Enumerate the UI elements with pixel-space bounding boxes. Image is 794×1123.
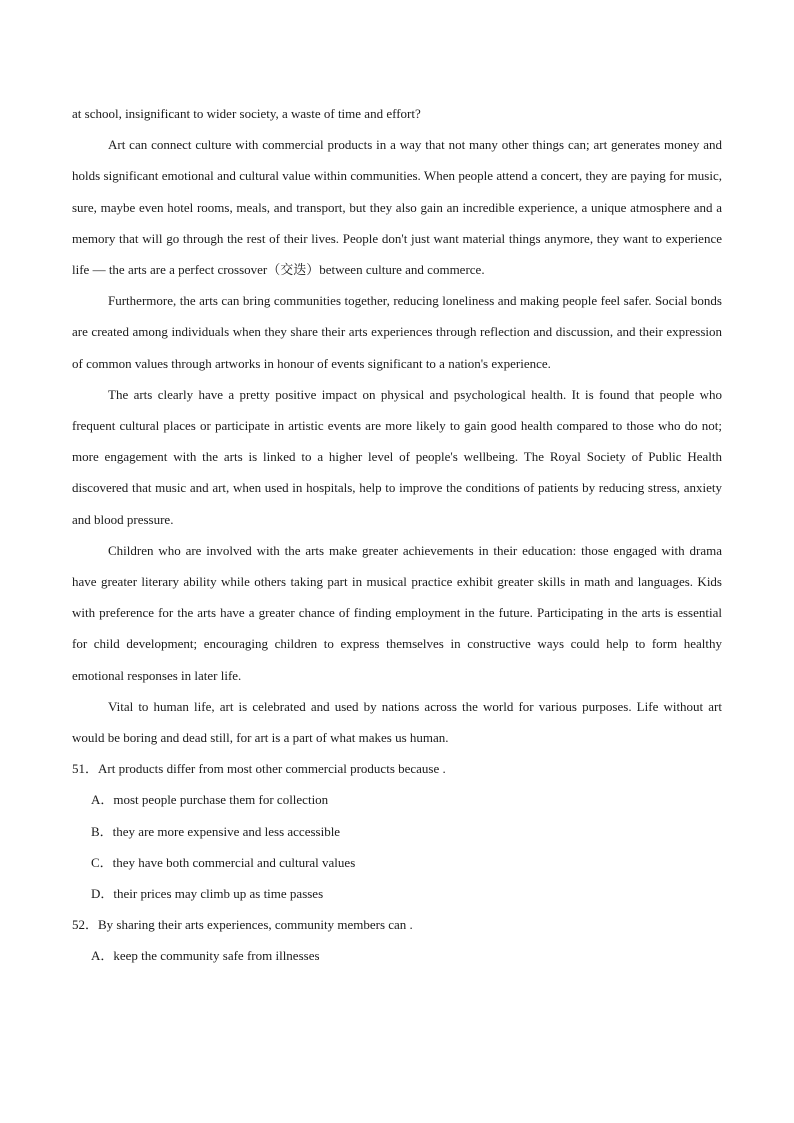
answer-option-b: B．they are more expensive and less accessible <box>91 823 341 839</box>
passage-paragraph-4: Children who are involved with the arts make greater achievements in their education: those engaged with drama have greater literary ability while others taking part in musical practice exhibit greater skills in math and languages. Kids with preference for the arts have a greater chance of finding employment in the future. Participating in the arts is essential for child development; encouraging children to express themselves in constructive ways could help to form healthy emotional responses in later life. <box>72 542 722 683</box>
document-page <box>72 98 722 972</box>
passage-paragraph-1: Art can connect culture with commercial products in a way that not many other things can; art generates money and holds significant emotional and cultural value within communities. When people attend a concert, they are paying for music, sure, maybe even hotel rooms, meals, and transport, but they also gain an incredible experience, a unique atmosphere and a memory that will go through the rest of their lives. People don't just want material things anymore, they want to experience life — the arts are a perfect crossover（交迭）between culture and commerce. <box>72 137 722 278</box>
answer-option-c: C．they have both commercial and cultural values <box>91 854 356 870</box>
question-stem: 52．By sharing their arts experiences, community members can . <box>72 917 413 933</box>
passage-opening-line: at school, insignificant to wider society, a waste of time and effort? <box>72 106 421 121</box>
question-51 <box>72 753 722 909</box>
answer-option-d: D．their prices may climb up as time passes <box>91 886 324 902</box>
answer-option-a: A．keep the community safe from illnesses <box>91 948 320 964</box>
answer-option-a: A．most people purchase them for collection <box>91 792 329 808</box>
question-stem: 51．Art products differ from most other commercial products because . <box>72 761 446 777</box>
passage-paragraph-5: Vital to human life, art is celebrated and used by nations across the world for various purposes. Life without art would be boring and dead still, for art is a part of what makes us human. <box>72 698 722 746</box>
passage-paragraph-3: The arts clearly have a pretty positive impact on physical and psychological health. It is found that people who frequent cultural places or participate in artistic events are more likely to gain good health compared to those who do not; more engagement with the arts is linked to a higher level of people's wellbeing. The Royal Society of Public Health discovered that music and art, when used in hospitals, help to improve the conditions of patients by reducing stress, anxiety and blood pressure. <box>72 386 722 527</box>
passage-paragraph-2: Furthermore, the arts can bring communities together, reducing loneliness and making people feel safer. Social bonds are created among individuals when they share their arts experiences through reflection and discussion, and their expression of common values through artworks in honour of events significant to a nation's experience. <box>72 293 722 371</box>
question-52 <box>72 909 722 971</box>
